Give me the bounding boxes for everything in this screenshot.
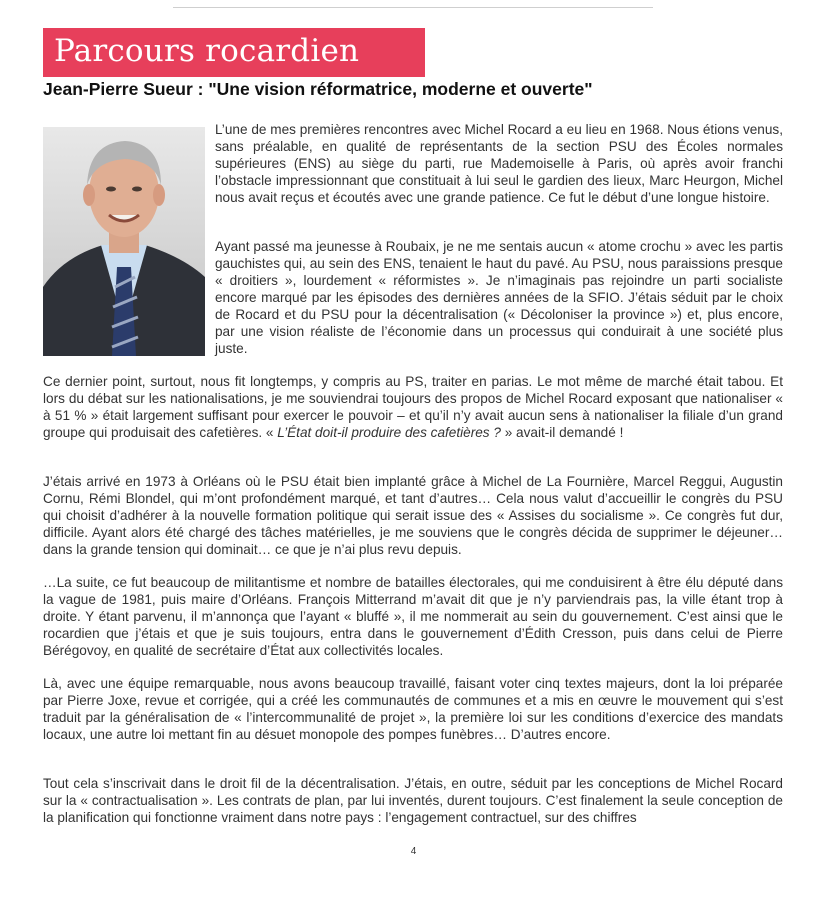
author-portrait — [43, 127, 205, 356]
top-divider — [173, 7, 653, 8]
article-title: Jean-Pierre Sueur : "Une vision réformatrice, moderne et ouverte" — [43, 79, 593, 99]
banner-title: Parcours rocardien — [54, 33, 360, 69]
paragraph-6: Là, avec une équipe remarquable, nous avons beaucoup travaillé, faisant voter cinq textes majeurs, dont la loi préparée par Pierre Joxe, revue et corrigée, qui a créé les communautés de communes et a mis en œuvre le mouvement qui s’est traduit par la généralisation de « l’intercommunalité de projet », la première loi sur les conditions d’exercice des mandats locaux, une autre loi mettant fin au désuet monopole des pompes funèbres… D’autres encore. — [43, 676, 783, 742]
paragraph-3-quote: L’État doit-il produire des cafetières ? — [277, 425, 501, 440]
paragraph-3-text: Ce dernier point, surtout, nous fit longtemps, y compris au PS, traiter en parias. Le mot même de marché était tabou. Et lors du débat sur les nationalisations, je me souviendrai toujours des propos de Michel Rocard exposant que nationaliser « à 51 % » était largement suffisant pour exercer le pouvoir – et qu’il n’y avait aucun sens à nationaliser la filiale d’un grand groupe qui produisait des cafetières. « — [43, 374, 783, 440]
page-number: 4 — [410, 846, 417, 857]
paragraph-5: …La suite, ce fut beaucoup de militantisme et nombre de batailles électorales, qui me conduisirent à être élu député dans la vague de 1981, puis maire d’Orléans. François Mitterrand m’avait dit que je n’y parviendrais pas, la ville étant trop à droite. Y étant parvenu, il m’annonça que l’ayant « bluffé », il me nommerait au sein du gouvernement. C’est ainsi que le rocardien que j’étais et que je suis toujours, entra dans le gouvernement d’Édith Cresson, puis dans celui de Pierre Bérégovoy, en qualité de secrétaire d’État aux collectivités locales. — [43, 575, 783, 658]
paragraph-1: L’une de mes premières rencontres avec Michel Rocard a eu lieu en 1968. Nous étions venus, sans préalable, en qualité de représentants de la section PSU des Écoles normales supérieures (ENS) au siège du parti, rue Mademoiselle à Paris, où après avoir franchi l’obstacle impressionnant que constituait à lui seul le gardien des lieux, Marc Heurgon, Michel nous avait reçus et écoutés avec une grande patience. Ce fut le début d’une longue histoire. — [215, 122, 783, 205]
paragraph-3-text-end: » avait-il demandé ! — [500, 425, 624, 440]
paragraph-4: J’étais arrivé en 1973 à Orléans où le PSU était bien implanté grâce à Michel de La Fournière, Marcel Reggui, Augustin Cornu, Rémi Blondel, qui m’ont profondément marqué, et tant d’autres… Cela nous valut d’accueillir le congrès du PSU qui choisit d’adhérer à la nouvelle formation politique qui serait issue des « Assises du socialisme ». Ce congrès fut dur, difficile. Ayant alors été chargé des tâches matérielles, je me souviens que le congrès décida de supprimer le déjeuner… dans la grande tension qui dominait… ce que je n’ai plus revu depuis. — [43, 474, 783, 557]
paragraph-3 — [43, 373, 783, 441]
paragraph-2: Ayant passé ma jeunesse à Roubaix, je ne me sentais aucun « atome crochu » avec les partis gauchistes qui, au sein des ENS, tenaient le haut du pavé. Au PSU, nous paraissions presque « droitiers », lourdement « réformistes ». Je n’imaginais pas rejoindre un parti socialiste encore marqué par les épisodes des dernières années de la SFIO. J’étais séduit par le choix de Rocard et du PSU pour la décentralisation (« Décoloniser la province ») et, plus encore, par une vision réaliste de l’économie dans un processus qui conduirait à une société plus juste. — [215, 239, 783, 356]
paragraph-7: Tout cela s’inscrivait dans le droit fil de la décentralisation. J’étais, en outre, séduit par les conceptions de Michel Rocard sur la « contractualisation ». Les contrats de plan, par lui inventés, durent toujours. C’est finalement la seule conception de la planification qui fonctionne vraiment dans notre pays : l’engagement contractuel, sur des chiffres — [43, 776, 783, 825]
section-banner — [43, 28, 425, 77]
